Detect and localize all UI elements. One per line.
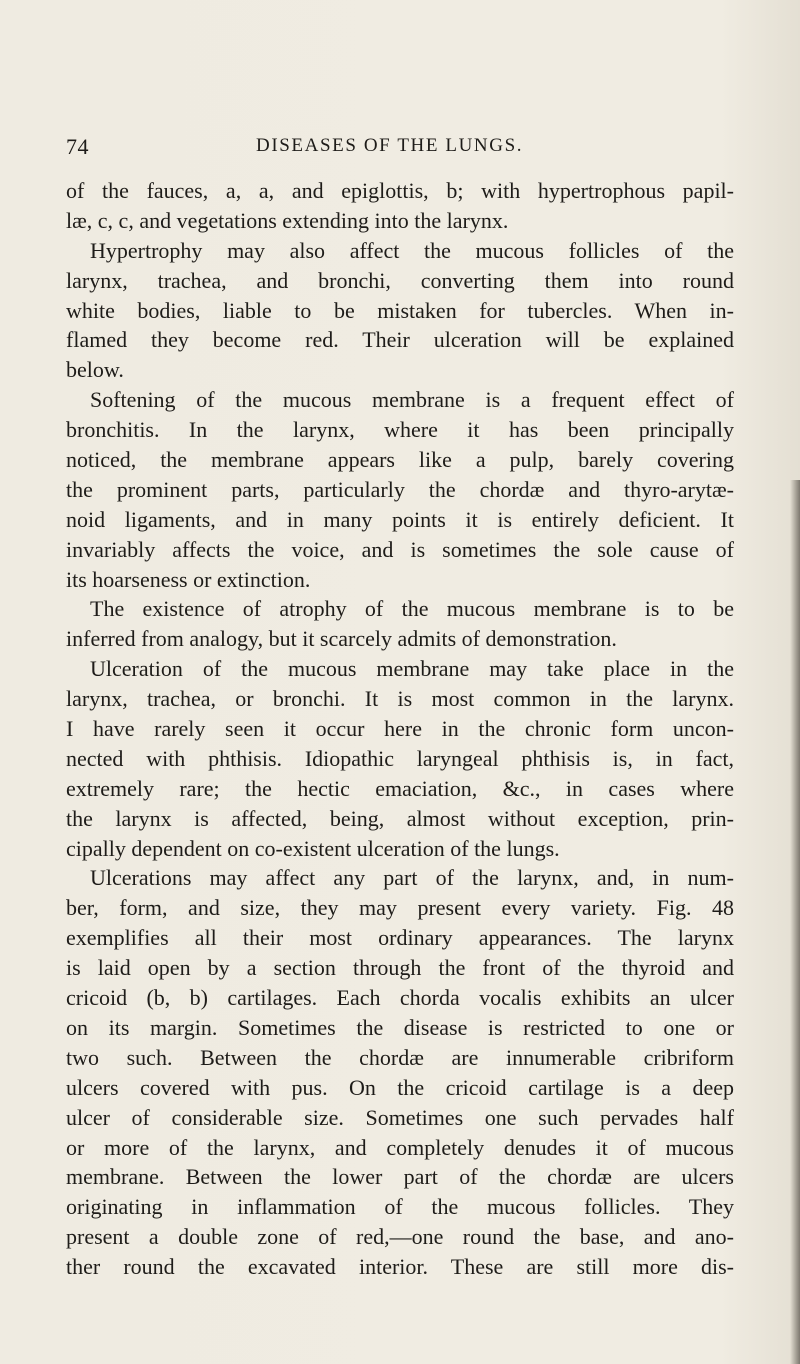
text-line: Ulceration of the mucous membrane may take place in the [90, 656, 734, 682]
text-line: its hoarseness or extinction. [66, 566, 311, 592]
text-line: Softening of the mucous membrane is a frequent effect of [90, 387, 734, 413]
text-line: larynx, trachea, or bronchi. It is most common in the larynx. [66, 686, 734, 712]
text-line: of the fauces, a, a, and epiglottis, b; with hypertrophous papil- [66, 178, 734, 203]
text-line: present a double zone of red,—one round the base, and ano- [66, 1224, 734, 1250]
text-line: ulcer of considerable size. Sometimes one such pervades half [66, 1104, 734, 1130]
text-line: læ, c, c, and vegetations extending into the larynx. [66, 207, 509, 233]
text-line: two such. Between the chordæ are innumerable cribriform [66, 1044, 734, 1070]
text-line: on its margin. Sometimes the disease is restricted to one or [66, 1014, 734, 1040]
text-line: membrane. Between the lower part of the chordæ are ulcers [66, 1164, 734, 1190]
text-line: Hypertrophy may also affect the mucous follicles of the [90, 237, 734, 263]
text-line: exemplifies all their most ordinary appearances. The larynx [66, 925, 734, 951]
text-line: is laid open by a section through the front of the thyroid and [66, 955, 734, 981]
text-line: white bodies, liable to be mistaken for tubercles. When in- [66, 297, 734, 323]
page-header [66, 134, 734, 164]
text-line: originating in inflammation of the mucous follicles. They [66, 1194, 734, 1220]
text-line: noid ligaments, and in many points it is entirely deficient. It [66, 506, 734, 532]
body-text [66, 176, 734, 1282]
running-title: DISEASES OF THE LUNGS. [256, 135, 524, 156]
page-edge-shadow [790, 480, 800, 1364]
text-line: ther round the excavated interior. These are still more dis- [66, 1254, 734, 1280]
text-line: nected with phthisis. Idiopathic laryngeal phthisis is, in fact, [66, 745, 734, 771]
text-line: bronchitis. In the larynx, where it has been principally [66, 417, 734, 443]
text-line: larynx, trachea, and bronchi, converting them into round [66, 267, 734, 293]
text-line: ber, form, and size, they may present every variety. Fig. 48 [66, 895, 734, 921]
text-line: cricoid (b, b) cartilages. Each chorda vocalis exhibits an ulcer [66, 985, 734, 1011]
text-line: the larynx is affected, being, almost without exception, prin- [66, 805, 734, 831]
text-line: extremely rare; the hectic emaciation, &c., in cases where [66, 775, 734, 801]
text-line: or more of the larynx, and completely denudes it of mucous [66, 1134, 734, 1160]
text-line: the prominent parts, particularly the chordæ and thyro-arytæ- [66, 476, 734, 502]
text-line: The existence of atrophy of the mucous membrane is to be [90, 596, 734, 622]
text-line: noticed, the membrane appears like a pulp, barely covering [66, 447, 734, 473]
page-number: 74 [66, 134, 89, 159]
text-line: ulcers covered with pus. On the cricoid cartilage is a deep [66, 1074, 734, 1100]
text-line: flamed they become red. Their ulceration will be explained [66, 327, 734, 353]
text-line: below. [66, 357, 124, 383]
text-line: Ulcerations may affect any part of the larynx, and, in num- [90, 865, 734, 891]
text-line: inferred from analogy, but it scarcely admits of demonstration. [66, 626, 617, 652]
text-line: cipally dependent on co-existent ulceration of the lungs. [66, 835, 560, 861]
text-line: invariably affects the voice, and is sometimes the sole cause of [66, 536, 734, 562]
text-line: I have rarely seen it occur here in the chronic form uncon- [66, 716, 734, 742]
